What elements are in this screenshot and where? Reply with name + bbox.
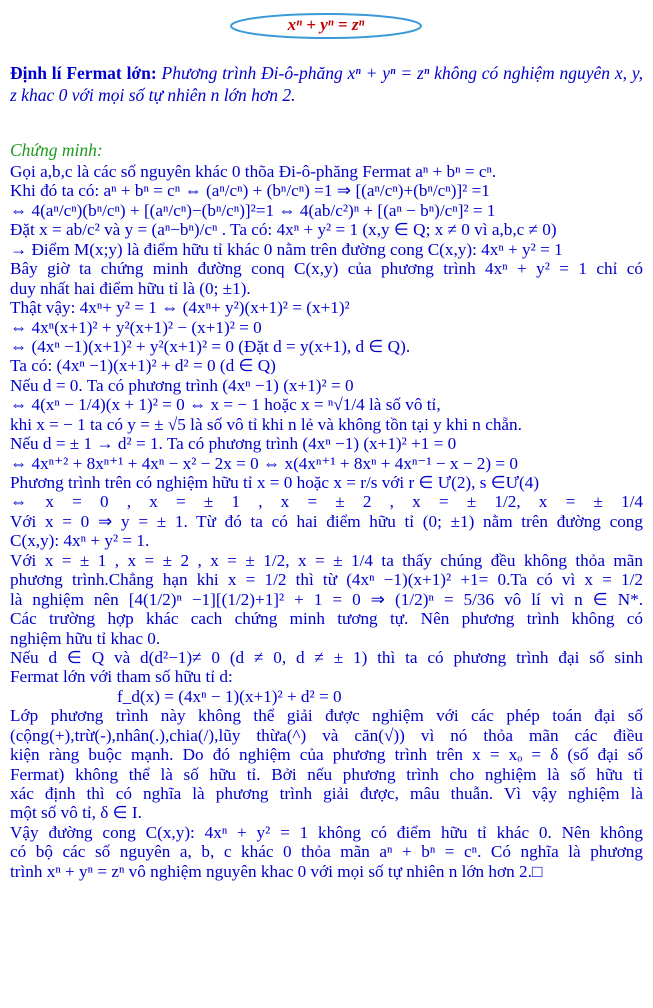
theorem-statement (10, 62, 643, 106)
proof-label: Chứng minh: (10, 140, 103, 160)
theorem-label: Định lí Fermat lớn: (10, 63, 157, 83)
title-equation: xⁿ + yⁿ = zⁿ (287, 15, 365, 34)
proof-line: duy nhất hai điểm hữu tỉ là (0; ±1). (10, 278, 251, 298)
proof-line: Fermat) không thể là số hữu tỉ. Bởi nếu phương trình cho nghiệm là số hữu tỉ (10, 764, 643, 784)
proof-line: ⇔ (4xⁿ −1)(x+1)² + y²(x+1)² = 0 (Đặt d = y(x+1), d ∈ Q). (10, 336, 411, 356)
proof-line: khi x = − 1 ta có y = ± √5 là số vô tỉ khi n lẻ và không tồn tại y khi n chẵn. (10, 414, 522, 434)
title-box (228, 12, 424, 40)
proof-line: ⇔ 4xⁿ(x+1)² + y²(x+1)² − (x+1)² = 0 (10, 317, 262, 337)
proof-line: Vậy đường cong C(x,y): 4xⁿ + y² = 1 không có điểm hữu tỉ khác 0. Nên không (10, 822, 643, 842)
proof-line: Các trường hợp khác cach chứng minh tương tự. Nên phương trình không có (10, 609, 643, 629)
proof-line: → Điểm M(x;y) là điểm hữu tỉ khác 0 nằm trên đường cong C(x,y): 4xⁿ + y² = 1 (10, 239, 563, 259)
proof-line: f_d(x) = (4xⁿ − 1)(x+1)² + d² = 0 (117, 686, 342, 706)
proof-body (10, 162, 643, 881)
theorem-text: Phương trình Đi-ô-phăng xⁿ + yⁿ = zⁿ không có nghiệm nguyên x, y, z khac 0 với mọi số tự nhiên n lớn hơn 2. (10, 63, 643, 105)
proof-line: Nếu d ∈ Q và d(d²−1)≠ 0 (d ≠ 0, d ≠ ± 1) thì ta có phương trình đại số sinh (10, 647, 643, 667)
proof-line: C(x,y): 4xⁿ + y² = 1. (10, 531, 150, 551)
proof-line: Với x = ± 1 , x = ± 2 , x = ± 1/2, x = ± 1/4 ta thấy chúng đều không thỏa mãn (10, 550, 643, 570)
proof-line: Khi đó ta có: aⁿ + bⁿ = cⁿ ⇔ (aⁿ/cⁿ) + (bⁿ/cⁿ) =1 ⇒ [(aⁿ/cⁿ)+(bⁿ/cⁿ)]² =1 (10, 181, 490, 201)
proof-line: Phương trình trên có nghiệm hữu tỉ x = 0 hoặc x = r/s với r ∈ Ư(2), s ∈Ư(4) (10, 473, 540, 492)
proof-line: Thật vậy: 4xⁿ+ y² = 1 ⇔ (4xⁿ+ y²)(x+1)² = (x+1)² (10, 298, 350, 318)
proof-line: Fermat lớn với tham số hữu tỉ d: (10, 667, 233, 687)
proof-line: Nếu d = ± 1 → d² = 1. Ta có phương trình (4xⁿ −1) (x+1)² +1 = 0 (10, 434, 457, 454)
proof-line: là nghiệm nên [4(1/2)ⁿ −1][(1/2)+1]² + 1 = 0 ⇒ (1/2)ⁿ = 5/36 vô lí vì n ∈ N*. (10, 589, 643, 609)
proof-line: Đặt x = ab/c² và y = (aⁿ−bⁿ)/cⁿ . Ta có: 4xⁿ + y² = 1 (x,y ∈ Q; x ≠ 0 vì a,b,c ≠ 0) (10, 220, 557, 240)
proof-line: ⇔ 4(aⁿ/cⁿ)(bⁿ/cⁿ) + [(aⁿ/cⁿ)−(bⁿ/cⁿ)]²=1 ⇔ 4(ab/c²)ⁿ + [(aⁿ − bⁿ)/cⁿ]² = 1 (10, 200, 496, 220)
proof-line: ⇔ 4(xⁿ − 1/4)(x + 1)² = 0 ⇔ x = − 1 hoặc x = ⁿ√1/4 là số vô tỉ, (10, 395, 441, 415)
proof-line: Nếu d = 0. Ta có phương trình (4xⁿ −1) (x+1)² = 0 (10, 375, 354, 395)
proof-line: Với x = 0 ⇒ y = ± 1. Từ đó ta có hai điểm hữu tỉ (0; ±1) nằm trên đường cong (10, 511, 643, 531)
proof-line: một số vô tỉ, δ ∈ I. (10, 803, 142, 823)
proof-line: Lớp phương trình này không thể giải được nghiệm với các phép toán đại số (10, 706, 643, 726)
proof-line: trình xⁿ + yⁿ = zⁿ vô nghiệm nguyên khac 0 với mọi số tự nhiên n lớn hơn 2.□ (10, 861, 543, 881)
proof-line: nghiệm hữu tỉ khac 0. (10, 628, 161, 648)
proof-line: xác định thì có nghĩa là phương trình giải được, mâu thuẫn. Vì vậy nghiệm là (10, 784, 643, 803)
proof-line: ⇔ x = 0 , x = ± 1 , x = ± 2 , x = ± 1/2, x = ± 1/4 (10, 492, 643, 512)
proof-line: có bộ các số nguyên a, b, c khác 0 thỏa mãn aⁿ + bⁿ = cⁿ. Có nghĩa là phương (10, 842, 643, 862)
proof-line: kiện ràng buộc mạnh. Do đó nghiệm của phương trình trên x = xₒ = δ (số đại số (10, 745, 643, 765)
proof-line: phương trình.Chẳng hạn khi x = 1/2 thì từ (4xⁿ −1)(x+1)² +1= 0.Ta có vì x = 1/2 (10, 570, 643, 590)
proof-line: Ta có: (4xⁿ −1)(x+1)² + d² = 0 (d ∈ Q) (10, 356, 276, 376)
proof-line: (cộng(+),trừ(-),nhân(.),chia(/),lũy thừa(^) và căn(√)) vì nó thỏa mãn các điều (10, 725, 643, 745)
proof-line: Gọi a,b,c là các số nguyên khác 0 thõa Đi-ô-phăng Fermat aⁿ + bⁿ = cⁿ. (10, 162, 497, 181)
proof-line: ⇔ 4xⁿ⁺² + 8xⁿ⁺¹ + 4xⁿ − x² − 2x = 0 ⇔ x(4xⁿ⁺¹ + 8xⁿ + 4xⁿ⁻¹ − x − 2) = 0 (10, 453, 518, 473)
proof-line: Bây giờ ta chứng minh đường conq C(x,y) của phương trình 4xⁿ + y² = 1 chỉ có (10, 259, 643, 279)
